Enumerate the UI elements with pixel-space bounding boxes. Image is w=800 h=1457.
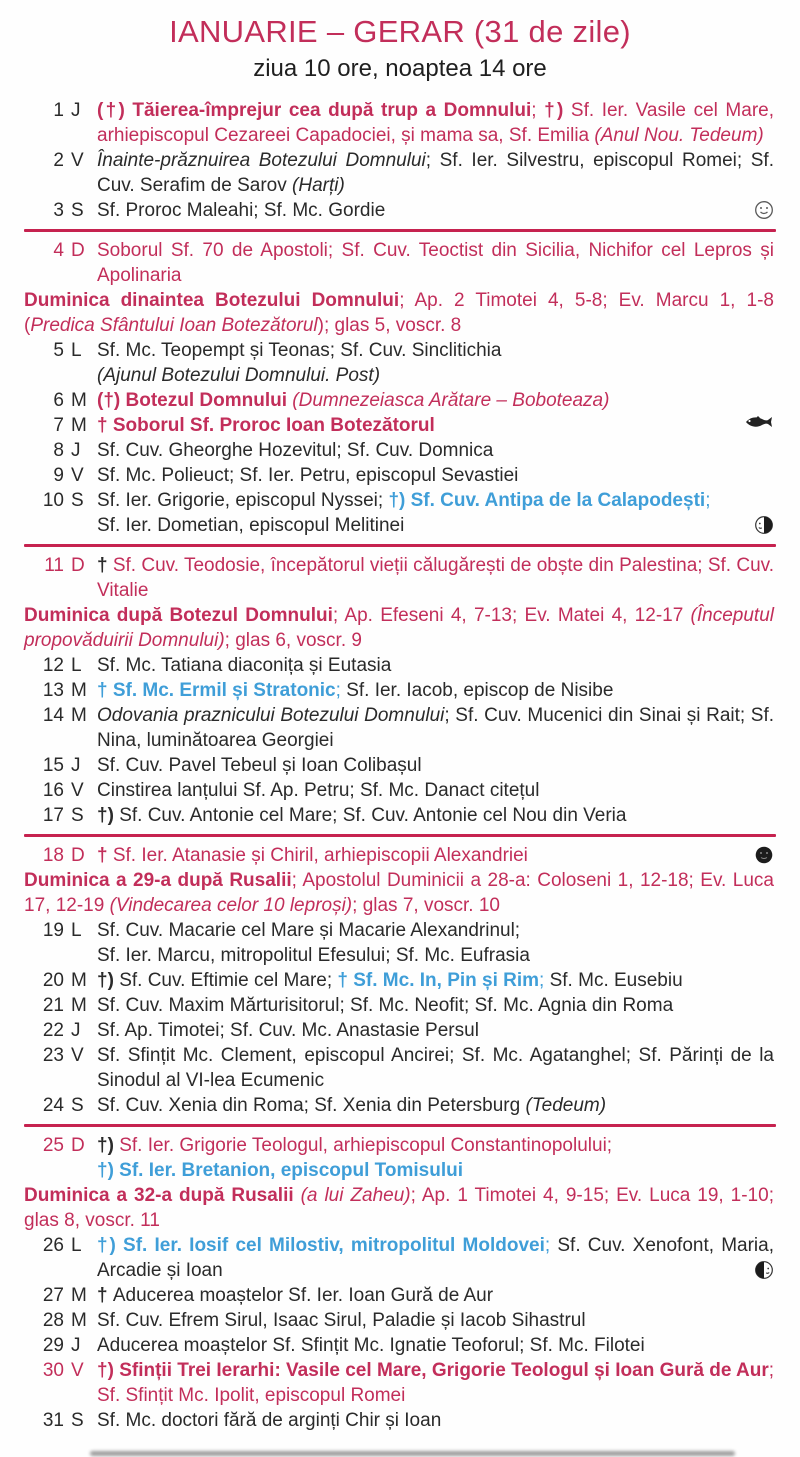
- text-segment: ;: [544, 1235, 558, 1256]
- day-entry: [0, 1308, 800, 1333]
- day-number: 29: [42, 1335, 64, 1356]
- day-entry: [0, 968, 800, 993]
- entry-text: [95, 1043, 774, 1093]
- text-segment: Sf. Ier. Grigorie, episcopul Nyssei;: [97, 490, 389, 511]
- text-segment: Sf. Cuv. Eftimie cel Mare;: [119, 970, 338, 991]
- day-entry: [0, 678, 800, 703]
- sunday-entry: [0, 1183, 800, 1233]
- day-entry: [0, 653, 800, 678]
- text-segment: ); glas 5, voscr. 8: [317, 315, 462, 336]
- sunday-entry: [0, 603, 800, 653]
- day-number: 8: [53, 440, 64, 461]
- day-letter: D: [71, 555, 85, 576]
- text-segment: Duminica dinaintea Botezului Domnului: [24, 290, 400, 311]
- text-segment: ; Apostolul Duminicii a 28-a: Coloseni 1, 12-18; Ev. Luca 17, 12-19: [24, 870, 774, 916]
- text-segment: Sf. Ier. Atanasie și Chiril, arhiepiscopii Alexandriei: [112, 845, 528, 866]
- text-segment: Sf. Cuv. Antonie cel Mare; Sf. Cuv. Antonie cel Nou din Veria: [119, 805, 627, 826]
- text-segment: (Vindecarea celor 10 leproși): [109, 895, 353, 916]
- day-number: 27: [42, 1285, 64, 1306]
- entry-text: [95, 463, 774, 488]
- text-segment: (†) Botezul Domnului: [97, 390, 293, 411]
- day-number: 10: [42, 490, 64, 511]
- text-segment: †) Sf. Ier. Bretanion, episcopul Tomisului: [97, 1160, 463, 1181]
- day-letter: M: [71, 1310, 87, 1331]
- day-entry: [0, 1358, 800, 1408]
- entry-text: [95, 843, 774, 868]
- day-letter: L: [71, 920, 82, 941]
- day-number: 15: [42, 755, 64, 776]
- page-subtitle: ziua 10 ore, noaptea 14 ore: [253, 55, 547, 82]
- day-number: 19: [42, 920, 64, 941]
- entry-text: [95, 703, 774, 753]
- day-entry: [0, 703, 800, 753]
- entry-text: [95, 338, 774, 388]
- day-entry: [0, 843, 800, 868]
- entry-text: [24, 868, 774, 918]
- entry-text: [95, 918, 774, 968]
- day-letter: M: [71, 970, 87, 991]
- day-number: 11: [44, 555, 64, 576]
- day-letter: J: [71, 1335, 81, 1356]
- entry-text: [95, 1283, 774, 1308]
- text-segment: (Tedeum): [525, 1095, 607, 1116]
- entry-text: [95, 1358, 774, 1408]
- day-letter: J: [71, 755, 81, 776]
- text-segment: Sf. Cuv. Macarie cel Mare și Macarie Alexandrinul;: [97, 920, 521, 941]
- day-entry: [0, 488, 800, 538]
- day-letter: M: [71, 705, 87, 726]
- day-number: 20: [42, 970, 64, 991]
- day-letter: J: [71, 100, 81, 121]
- day-letter: M: [71, 995, 87, 1016]
- text-segment: †) Sf. Ier. Iosif cel Milostiv, mitropolitul Moldovei: [97, 1235, 545, 1256]
- entry-text: [95, 488, 774, 538]
- section-divider: [24, 229, 776, 232]
- day-letter: V: [71, 465, 84, 486]
- day-entry: [0, 1018, 800, 1043]
- calendar-body: [0, 98, 800, 1433]
- day-letter: S: [71, 1410, 84, 1431]
- entry-text: [95, 1308, 774, 1333]
- text-segment: †: [97, 555, 113, 576]
- text-segment: †: [97, 1285, 113, 1306]
- text-segment: (†) Tăierea-împrejur cea după trup a Domnului: [97, 100, 532, 121]
- text-segment: Sf. Proroc Maleahi; Sf. Mc. Gordie: [97, 200, 386, 221]
- entry-text: [95, 438, 774, 463]
- day-letter: M: [71, 680, 87, 701]
- day-letter: J: [71, 440, 81, 461]
- text-segment: Cinstirea lanțului Sf. Ap. Petru; Sf. Mc. Danact citețul: [97, 780, 540, 801]
- day-number: 21: [42, 995, 64, 1016]
- day-letter: S: [71, 200, 84, 221]
- entry-text: [95, 388, 774, 413]
- day-entry: [0, 778, 800, 803]
- text-segment: Sf. Cuv. Teodosie, începătorul vieții călugărești de obște din Palestina; Sf. Cuv. Vitalie: [97, 555, 774, 601]
- day-number: 1: [53, 100, 64, 121]
- entry-text: [95, 993, 774, 1018]
- day-entry: [0, 1408, 800, 1433]
- day-number: 25: [42, 1135, 64, 1156]
- text-segment: Sf. Ier. Iacob, episcop de Nisibe: [346, 680, 614, 701]
- text-segment: ; Ap. 2 Timotei 4, 5-8; Ev. Marcu 1, 1-8 (: [24, 290, 774, 336]
- text-segment: (Anul Nou. Tedeum): [594, 125, 764, 146]
- entry-text: [95, 198, 774, 223]
- text-segment: Sf. Cuv. Efrem Sirul, Isaac Sirul, Paladie și Iacob Sihastrul: [97, 1310, 586, 1331]
- full-moon-face-icon: [754, 200, 774, 220]
- text-segment: †): [97, 805, 120, 826]
- entry-text: [95, 653, 774, 678]
- entry-text: [24, 1183, 774, 1233]
- day-letter: D: [71, 845, 85, 866]
- day-entry: [0, 388, 800, 413]
- day-entry: [0, 1093, 800, 1118]
- text-segment: Sf. Ier. Dometian, episcopul Melitinei: [97, 515, 405, 536]
- entry-text: [95, 98, 774, 148]
- entry-text: [95, 968, 774, 993]
- entry-text: [95, 413, 774, 438]
- day-entry: [0, 803, 800, 828]
- text-segment: † Soborul Sf. Proroc Ioan Botezătorul: [97, 415, 435, 436]
- entry-text: [95, 803, 774, 828]
- day-letter: D: [71, 1135, 85, 1156]
- day-number: 12: [42, 655, 64, 676]
- text-segment: Soborul Sf. 70 de Apostoli; Sf. Cuv. Teoctist din Sicilia, Nichifor cel Lepros și Apolinaria: [97, 240, 774, 286]
- text-segment: Duminica după Botezul Domnului: [24, 605, 333, 626]
- text-segment: †): [97, 1135, 120, 1156]
- day-number: 26: [42, 1235, 64, 1256]
- entry-text: [24, 603, 774, 653]
- fish-icon: [744, 415, 774, 429]
- text-segment: Duminica a 29-a după Rusalii: [24, 870, 292, 891]
- day-entry: [0, 1133, 800, 1183]
- day-number: 6: [53, 390, 64, 411]
- day-entry: [0, 753, 800, 778]
- entry-text: [95, 1408, 774, 1433]
- text-segment: (Începutul propovăduirii Domnului): [24, 605, 774, 651]
- day-number: 5: [53, 340, 64, 361]
- day-number: 9: [53, 465, 64, 486]
- text-segment: ;: [539, 970, 550, 991]
- entry-text: [95, 1333, 774, 1358]
- text-segment: Sf. Cuv. Pavel Tebeul și Ioan Colibașul: [97, 755, 422, 776]
- text-segment: Sf. Ier. Vasile cel Mare, arhiepiscopul Cezareei Capadociei, și mama sa, Sf. Emilia: [97, 100, 774, 146]
- day-number: 17: [42, 805, 64, 826]
- day-number: 22: [42, 1020, 64, 1041]
- text-segment: Sf. Cuv. Gheorghe Hozevitul; Sf. Cuv. Domnica: [97, 440, 494, 461]
- text-segment: ;: [335, 680, 347, 701]
- day-letter: S: [71, 490, 84, 511]
- text-segment: (a lui Zaheu): [300, 1185, 411, 1206]
- day-letter: S: [71, 1095, 84, 1116]
- day-entry: [0, 98, 800, 148]
- day-letter: V: [71, 1360, 84, 1381]
- text-segment: ; glas 6, voscr. 9: [224, 630, 362, 651]
- text-segment: † Sf. Mc. Ermil și Stratonic: [97, 680, 336, 701]
- day-entry: [0, 1333, 800, 1358]
- day-letter: V: [71, 150, 84, 171]
- day-entry: [0, 1043, 800, 1093]
- text-segment: Sf. Sfințit Mc. Ipolit, episcopul Romei: [97, 1385, 406, 1406]
- text-segment: (Harți): [292, 175, 345, 196]
- entry-text: [95, 148, 774, 198]
- day-entry: [0, 338, 800, 388]
- text-segment: ;: [531, 100, 545, 121]
- text-segment: ; Ap. Efeseni 4, 7-13; Ev. Matei 4, 12-17: [332, 605, 691, 626]
- text-segment: Duminica a 32-a după Rusalii: [24, 1185, 301, 1206]
- section-divider: [24, 834, 776, 837]
- entry-text: [95, 238, 774, 288]
- day-number: 7: [53, 415, 64, 436]
- text-segment: †: [97, 845, 113, 866]
- day-entry: [0, 438, 800, 463]
- day-entry: [0, 1283, 800, 1308]
- day-letter: M: [71, 390, 87, 411]
- day-number: 28: [42, 1310, 64, 1331]
- section-divider: [24, 1124, 776, 1127]
- day-entry: [0, 993, 800, 1018]
- text-segment: Sf. Sfințit Mc. Clement, episcopul Ancirei; Sf. Mc. Agatanghel; Sf. Părinți de la Sinodul al VI-lea Ecumenic: [97, 1045, 774, 1091]
- text-segment: Aducerea moaștelor Sf. Ier. Ioan Gură de Aur: [112, 1285, 494, 1306]
- entry-text: [95, 553, 774, 603]
- text-segment: †): [544, 100, 571, 121]
- day-letter: M: [71, 1285, 87, 1306]
- day-entry: [0, 198, 800, 223]
- day-number: 13: [42, 680, 64, 701]
- text-segment: ; Sf. Ier. Silvestru, episcopul Romei; Sf. Cuv. Serafim de Sarov: [97, 150, 774, 196]
- day-letter: V: [71, 1045, 84, 1066]
- text-segment: Sf. Ier. Grigorie Teologul, arhiepiscopul Constantinopolului;: [119, 1135, 613, 1156]
- entry-text: [95, 753, 774, 778]
- day-entry: [0, 463, 800, 488]
- entry-text: [95, 1133, 774, 1183]
- text-segment: Sf. Cuv. Xenofont, Maria, Arcadie și Ioan: [97, 1235, 775, 1281]
- entry-text: [95, 1018, 774, 1043]
- day-number: 23: [42, 1045, 64, 1066]
- entry-text: [95, 1093, 774, 1118]
- day-number: 31: [42, 1410, 64, 1431]
- day-number: 18: [42, 845, 64, 866]
- text-segment: ;: [768, 1360, 774, 1381]
- entry-text: [95, 1233, 774, 1283]
- day-number: 2: [53, 150, 64, 171]
- day-number: 3: [53, 200, 64, 221]
- day-entry: [0, 413, 800, 438]
- entry-text: [95, 678, 774, 703]
- day-entry: [0, 148, 800, 198]
- text-segment: Sf. Mc. Teopempt și Teonas; Sf. Cuv. Sinclitichia: [97, 340, 502, 361]
- day-number: 14: [42, 705, 64, 726]
- sunday-entry: [0, 868, 800, 918]
- day-letter: V: [71, 780, 84, 801]
- day-entry: [0, 238, 800, 288]
- day-letter: L: [71, 340, 82, 361]
- day-number: 4: [53, 240, 64, 261]
- entry-text: [95, 778, 774, 803]
- text-segment: †) Sfinții Trei Ierarhi: Vasile cel Mare, Grigorie Teologul și Ioan Gură de Aur: [97, 1360, 769, 1381]
- day-letter: D: [71, 240, 85, 261]
- day-letter: S: [71, 805, 84, 826]
- text-segment: (Ajunul Botezului Domnului. Post): [97, 365, 381, 386]
- text-segment: Sf. Mc. Polieuct; Sf. Ier. Petru, episcopul Sevastiei: [97, 465, 519, 486]
- day-entry: [0, 553, 800, 603]
- text-segment: Odovania praznicului Botezului Domnului: [97, 705, 445, 726]
- day-letter: J: [71, 1020, 81, 1041]
- text-segment: ; glas 7, voscr. 10: [352, 895, 500, 916]
- text-segment: ; Sf. Cuv. Mucenici din Sinai și Rait; Sf. Nina, luminătoarea Georgiei: [97, 705, 774, 751]
- text-segment: (Dumnezeiasca Arătare – Boboteaza): [292, 390, 610, 411]
- day-letter: L: [71, 655, 82, 676]
- day-number: 24: [42, 1095, 64, 1116]
- page-edge-shadow: [90, 1451, 735, 1456]
- text-segment: Sf. Cuv. Xenia din Roma; Sf. Xenia din Petersburg: [97, 1095, 526, 1116]
- text-segment: Predica Sfântului Ioan Botezătorul: [30, 315, 318, 336]
- day-number: 30: [42, 1360, 64, 1381]
- section-divider: [24, 544, 776, 547]
- day-entry: [0, 918, 800, 968]
- text-segment: ; Ap. 1 Timotei 4, 9-15; Ev. Luca 19, 1-10; glas 8, voscr. 11: [24, 1185, 774, 1231]
- day-letter: L: [71, 1235, 82, 1256]
- text-segment: ;: [705, 490, 711, 511]
- text-segment: Sf. Mc. Tatiana diaconița și Eutasia: [97, 655, 392, 676]
- text-segment: Sf. Mc. doctori fără de arginți Chir și Ioan: [97, 1410, 442, 1431]
- day-number: 16: [42, 780, 64, 801]
- page-title: IANUARIE – GERAR (31 de zile): [169, 14, 631, 49]
- new-moon-icon: [754, 845, 774, 865]
- text-segment: †): [97, 970, 120, 991]
- last-quarter-moon-icon: [754, 515, 774, 535]
- sunday-entry: [0, 288, 800, 338]
- text-segment: Sf. Ier. Marcu, mitropolitul Efesului; Sf. Mc. Eufrasia: [97, 945, 530, 966]
- first-quarter-moon-icon: [754, 1260, 774, 1280]
- text-segment: †) Sf. Cuv. Antipa de la Calapodești: [388, 490, 706, 511]
- text-segment: Sf. Ap. Timotei; Sf. Cuv. Mc. Anastasie Persul: [97, 1020, 479, 1041]
- day-letter: M: [71, 415, 87, 436]
- text-segment: Sf. Mc. Eusebiu: [549, 970, 683, 991]
- text-segment: † Sf. Mc. In, Pin și Rim: [337, 970, 540, 991]
- text-segment: Înainte-prăznuirea Botezului Domnului: [97, 150, 426, 171]
- page-header: [0, 0, 800, 84]
- text-segment: Sf. Cuv. Maxim Mărturisitorul; Sf. Mc. Neofit; Sf. Mc. Agnia din Roma: [97, 995, 674, 1016]
- day-entry: [0, 1233, 800, 1283]
- entry-text: [24, 288, 774, 338]
- text-segment: Aducerea moaștelor Sf. Sfințit Mc. Ignatie Teoforul; Sf. Mc. Filotei: [97, 1335, 645, 1356]
